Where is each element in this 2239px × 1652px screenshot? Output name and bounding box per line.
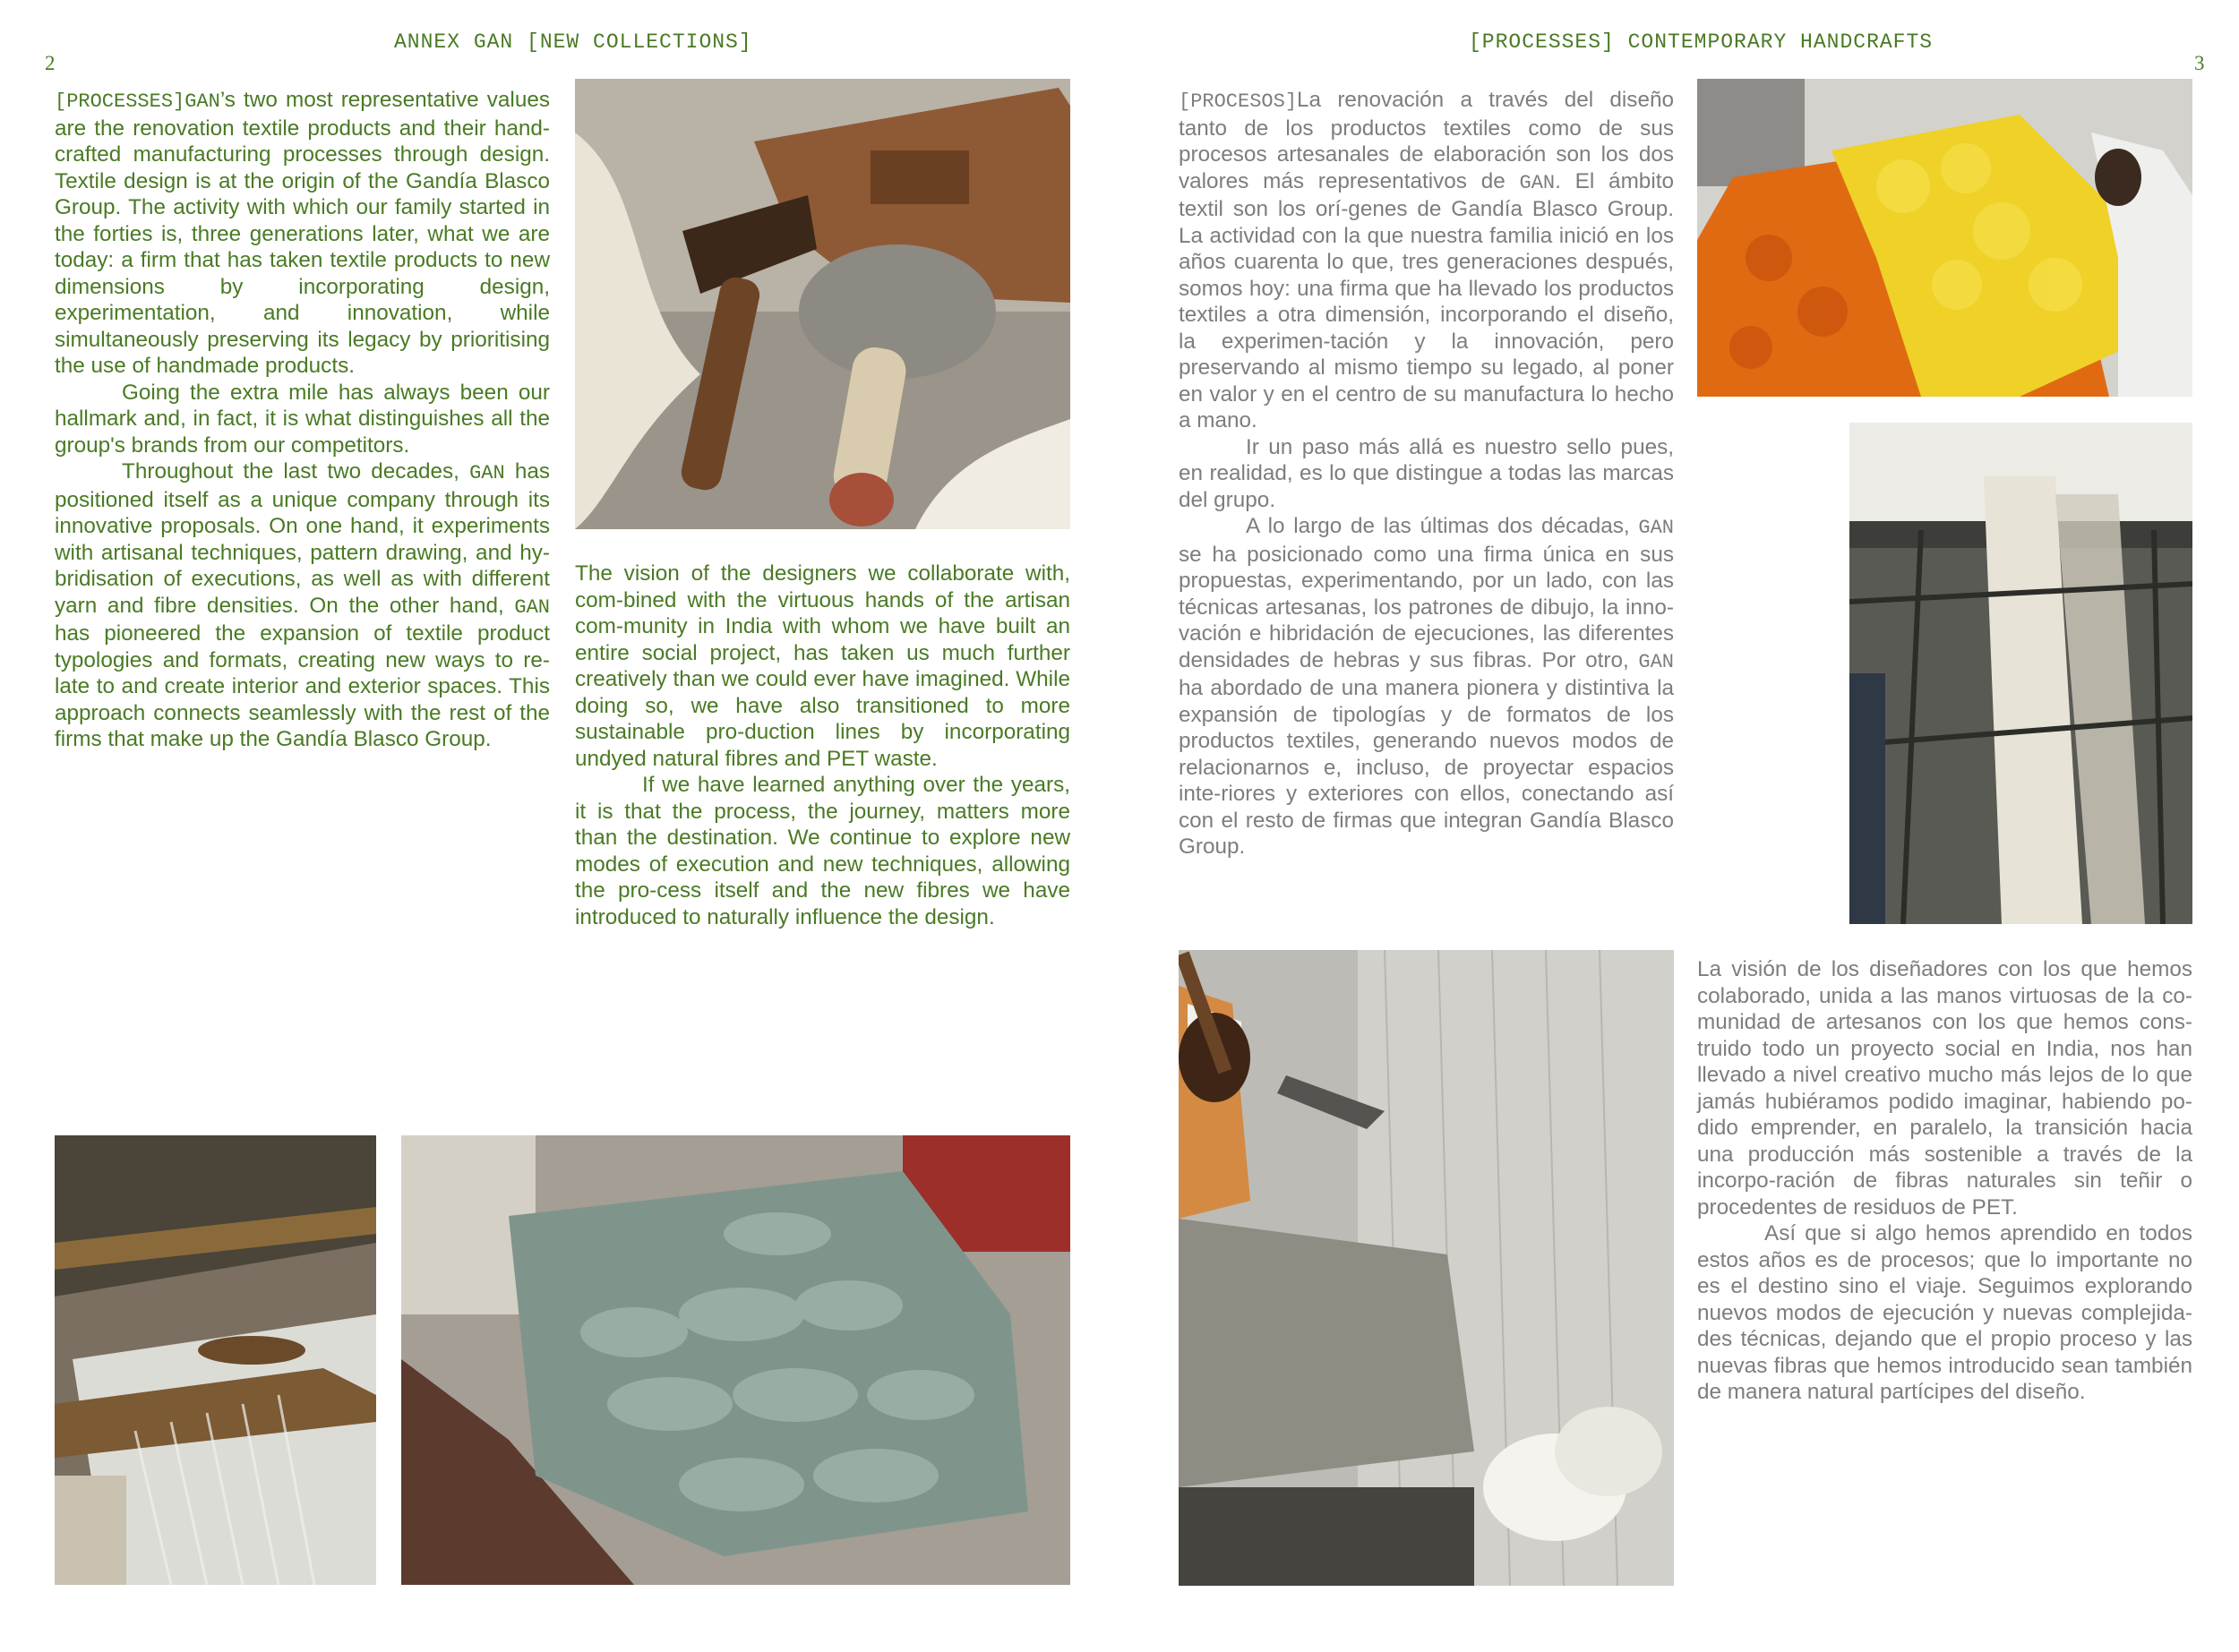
left-col1-paragraph-3: Throughout the last two decades, GAN has positioned itself as a unique company through its innovative proposals. On one hand, it experiments with artisanal techniques, pattern drawing, and hy-bridisation of executions, as well as with different yarn and fibre densities. On the other hand, GAN has pioneered the expansion of textile product typologies and formats, creating new ways to re-late to and create interior and exterior spaces. This approach connects seamlessly with the rest of the firms that make up the Gandía Blasco Group. <box>55 459 550 751</box>
left-text-column-2 <box>575 561 1070 930</box>
right-col1-paragraph-3: A lo largo de las últimas dos décadas, GAN se ha posicionado como una firma única en sus propuestas, experimentando, por un lado, con las técnicas artesanas, los patrones de dibujo, la inno-vación e hibridación de ejecuciones, las diferentes densidades de hebras y sus fibras. Por otro, GAN ha abordado de una manera pionera y distintiva la expansión de tipologías y de formatos de los productos textiles, generando nuevos modos de relacionarnos e, incluso, de proyectar espacios inte-riores y exteriores con ellos, conectando así con el resto de firmas que integran Gandía Blasco Group. <box>1179 514 1674 859</box>
photo-yarn-bundles <box>401 1135 1070 1585</box>
left-col2-paragraph-2: If we have learned anything over the years, it is that the process, the journey, matters more than the destination. We continue to explore new modes of execution and new techniques, allowing the pro-cess itself and the new fibres we have introduced to naturally influence the design. <box>575 773 1070 929</box>
left-col2-paragraph-1: The vision of the designers we collaborate with, com-bined with the virtuous hands of the artisan com-munity in India with whom we have built an entire social project, has taken us much further creatively than we could ever have imagined. While doing so, we have also transitioned to more sustainable pro-duction lines by incorporating undyed natural fibres and PET waste. <box>575 561 1070 771</box>
right-col2-paragraph-2: Así que si algo hemos aprendido en todos estos años es de procesos; que lo importante no es el destino sino el viaje. Seguimos explorando nuevos modos de ejecución y nuevas complejida-des técnicas, dejando que el propio proceso y las nuevas fibras que hemos introducido sean también de manera natural partícipes del diseño. <box>1697 1221 2192 1404</box>
page-number-right: 3 <box>2194 52 2205 74</box>
right-page <box>1120 0 2239 1652</box>
right-col1-paragraph-1: [PROCESOS]La renovación a través del diseño tanto de los productos textiles como de sus procesos artesanales de elaboración son los dos valores más representativos de GAN. El ámbito textil son los orí-genes de Gandía Blasco Group. La actividad con la que nuestra familia inició en los años cuarenta lo que, tres generaciones después, somos hoy: una firma que ha llevado los productos textiles a otra dimensión, incorporando el diseño, la experimen-tación y la innovación, pero preservando al mismo tiempo su legado, al poner en valor y en el centro de su manufactura lo hecho a mano. <box>1179 88 1674 432</box>
photo-loom-closeup <box>55 1135 376 1585</box>
brand-gan: GAN <box>1519 171 1556 194</box>
photo-artisan-cutting <box>1179 950 1674 1586</box>
right-text-column-1 <box>1179 87 1674 860</box>
processes-tag: [PROCESSES] <box>55 90 185 113</box>
left-text-column-1 <box>55 87 550 753</box>
running-head-left: ANNEX GAN [NEW COLLECTIONS] <box>394 30 752 54</box>
running-head-right: [PROCESSES] CONTEMPORARY HANDCRAFTS <box>1469 30 1934 54</box>
right-col1-paragraph-2: Ir un paso más allá es nuestro sello pues, en realidad, es lo que distingue a todas las marcas del grupo. <box>1179 434 1674 512</box>
photo-marigold-garlands <box>1697 79 2192 397</box>
photo-warping-frame <box>1849 423 2192 924</box>
brand-gan: GAN <box>1638 650 1674 673</box>
procesos-tag: [PROCESOS] <box>1179 90 1298 113</box>
brand-gan: GAN <box>184 90 220 113</box>
brand-gan: GAN <box>1638 517 1674 539</box>
brand-gan: GAN <box>514 595 550 619</box>
photo-weaving-tools <box>575 79 1070 529</box>
right-col2-paragraph-1: La visión de los diseñadores con los que hemos colaborado, unida a las manos virtuosas de la co-munidad de artesanos con los que hemos cons-truido todo un proyecto social en India, nos han llevado a nivel creativo mucho más lejos de lo que jamás hubiéramos podido imaginar, habiendo po-dido emprender, en paralelo, la transición hacia una producción más sostenible a través de la incorpo-ración de fibras naturales sin teñir o procedentes de residuos de PET. <box>1697 957 2192 1220</box>
right-text-column-2 <box>1697 956 2192 1406</box>
left-col1-paragraph-1: [PROCESSES]GAN’s two most representative values are the renovation textile products and their hand-crafted manufacturing processes through design. Textile design is at the origin of the Gandía Blasco Group. The activity with which our family started in the forties is, three generations later, what we are today: a firm that has taken textile products to new dimensions by incorporating design, experimentation, and innovation, while simultaneously preserving its legacy by prioritising the use of handmade products. <box>55 88 550 378</box>
left-col1-paragraph-2: Going the extra mile has always been our hallmark and, in fact, it is what distinguishes all the group's brands from our competitors. <box>55 380 550 458</box>
page-number-left: 2 <box>45 52 56 74</box>
brand-gan: GAN <box>469 462 505 484</box>
